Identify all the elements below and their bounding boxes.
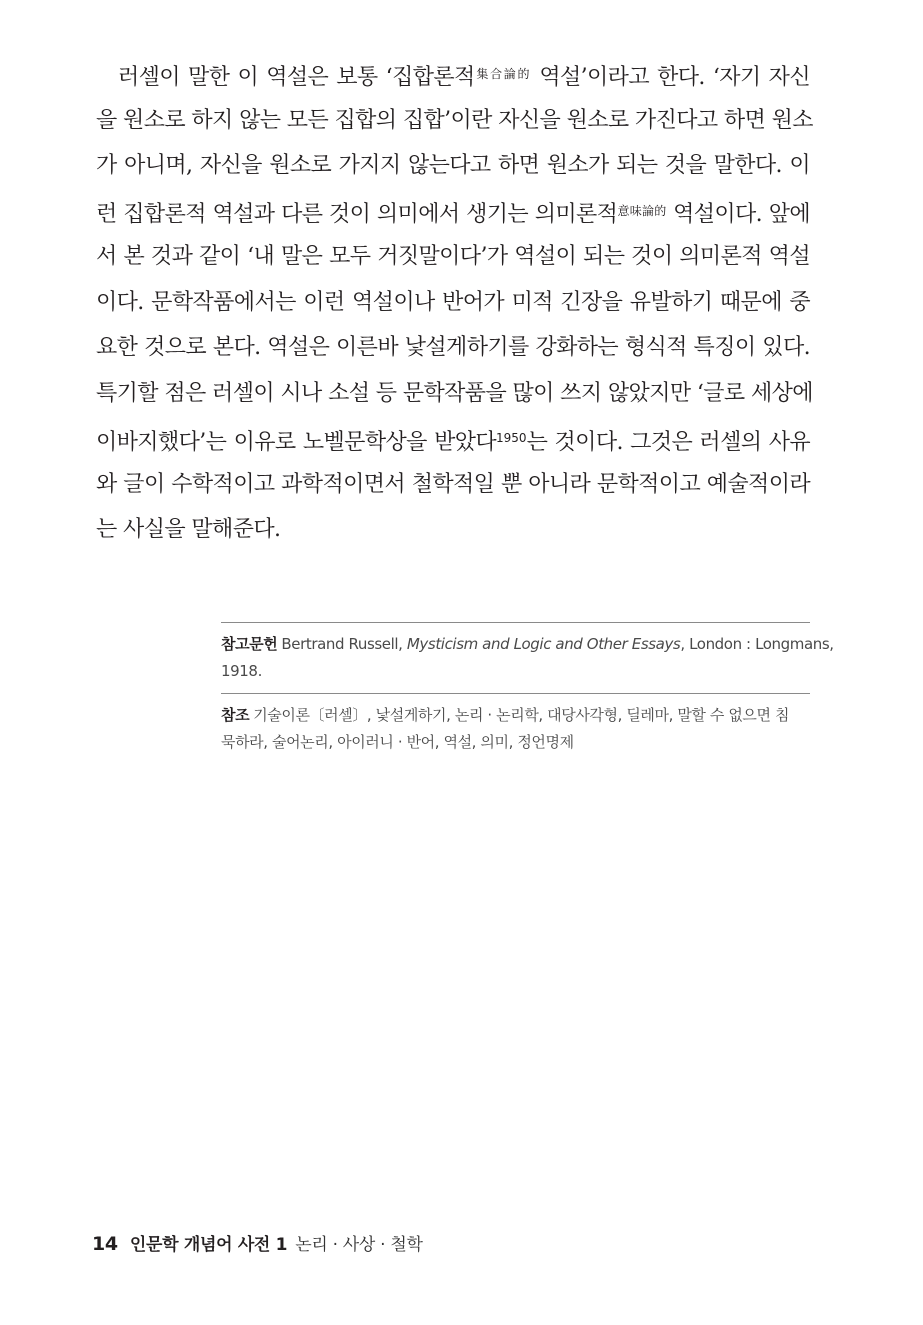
book-subtitle: 논리 · 사상 · 철학 bbox=[295, 1235, 423, 1255]
body-paragraph bbox=[96, 52, 813, 553]
see-also-label: 참조 bbox=[221, 706, 250, 724]
body-line-9: 이바지했다’는 이유로 노벨문학상을 받았다$^{1950}$는 것이다. 그것은 러셀의 사유 bbox=[96, 430, 810, 455]
body-line-5: 서 본 것과 같이 ‘내 말은 모두 거짓말이다’가 역설이 되는 것이 의미론적 역설 bbox=[96, 244, 810, 269]
body-line-7: 요한 것으로 본다. 역설은 이른바 낯설게하기를 강화하는 형식적 특징이 있다. bbox=[96, 335, 810, 360]
body-line-8: 특기할 점은 러셀이 시나 소설 등 문학작품을 많이 쓰지 않았지만 ‘글로 세상에 bbox=[96, 380, 813, 406]
see-also-line-1: 참조 기술이론〔러셀〕, 낯설게하기, 논리 · 논리학, 대당사각형, 딜레마, 말할 수 없으면 침 bbox=[221, 706, 790, 724]
hanja-annotation: 集合論的 bbox=[474, 67, 532, 81]
body-line-4: 런 집합론적 역설과 다른 것이 의미에서 생기는 의미론적$^{意味論的}$ 역설이다. 앞에 bbox=[96, 201, 810, 227]
reference-title: Mysticism and Logic and Other Essays bbox=[406, 635, 681, 653]
body-line-11: 는 사실을 말해준다. bbox=[96, 517, 281, 542]
reference-note bbox=[221, 623, 834, 693]
year-superscript: 1950 bbox=[496, 431, 527, 445]
see-also-note bbox=[221, 694, 810, 764]
book-title: 인문학 개념어 사전 1 bbox=[129, 1235, 288, 1255]
notes-section bbox=[221, 622, 834, 764]
body-line-10: 와 글이 수학적이고 과학적이면서 철학적일 뿐 아니라 문학적이고 예술적이라 bbox=[96, 471, 810, 497]
see-also-line-2: 묵하라, 술어논리, 아이러니 · 반어, 역설, 의미, 정언명제 bbox=[221, 733, 574, 751]
reference-publisher: , London : Longmans, bbox=[680, 635, 834, 653]
body-line-3: 가 아니며, 자신을 원소로 가지지 않는다고 하면 원소가 되는 것을 말한다. 이 bbox=[96, 153, 810, 178]
reference-author: Bertrand Russell, bbox=[281, 635, 407, 653]
hanja-annotation: 意味論的 bbox=[617, 203, 667, 218]
reference-line-1 bbox=[221, 631, 834, 658]
page-number: 14 bbox=[92, 1233, 118, 1255]
reference-label: 참고문헌 bbox=[221, 635, 278, 653]
body-line-6: 이다. 문학작품에서는 이런 역설이나 반어가 미적 긴장을 유발하기 때문에 중 bbox=[96, 289, 810, 315]
body-line-1: 러셀이 말한 이 역설은 보통 ‘집합론적$^{集合論的}$ 역설’이라고 한다. ‘자기 자신 bbox=[118, 65, 810, 90]
body-line-2: 을 원소로 하지 않는 모든 집합의 집합’이란 자신을 원소로 가진다고 하면 원소 bbox=[96, 107, 813, 133]
page-footer bbox=[92, 1230, 423, 1255]
reference-year: 1918. bbox=[221, 662, 262, 680]
